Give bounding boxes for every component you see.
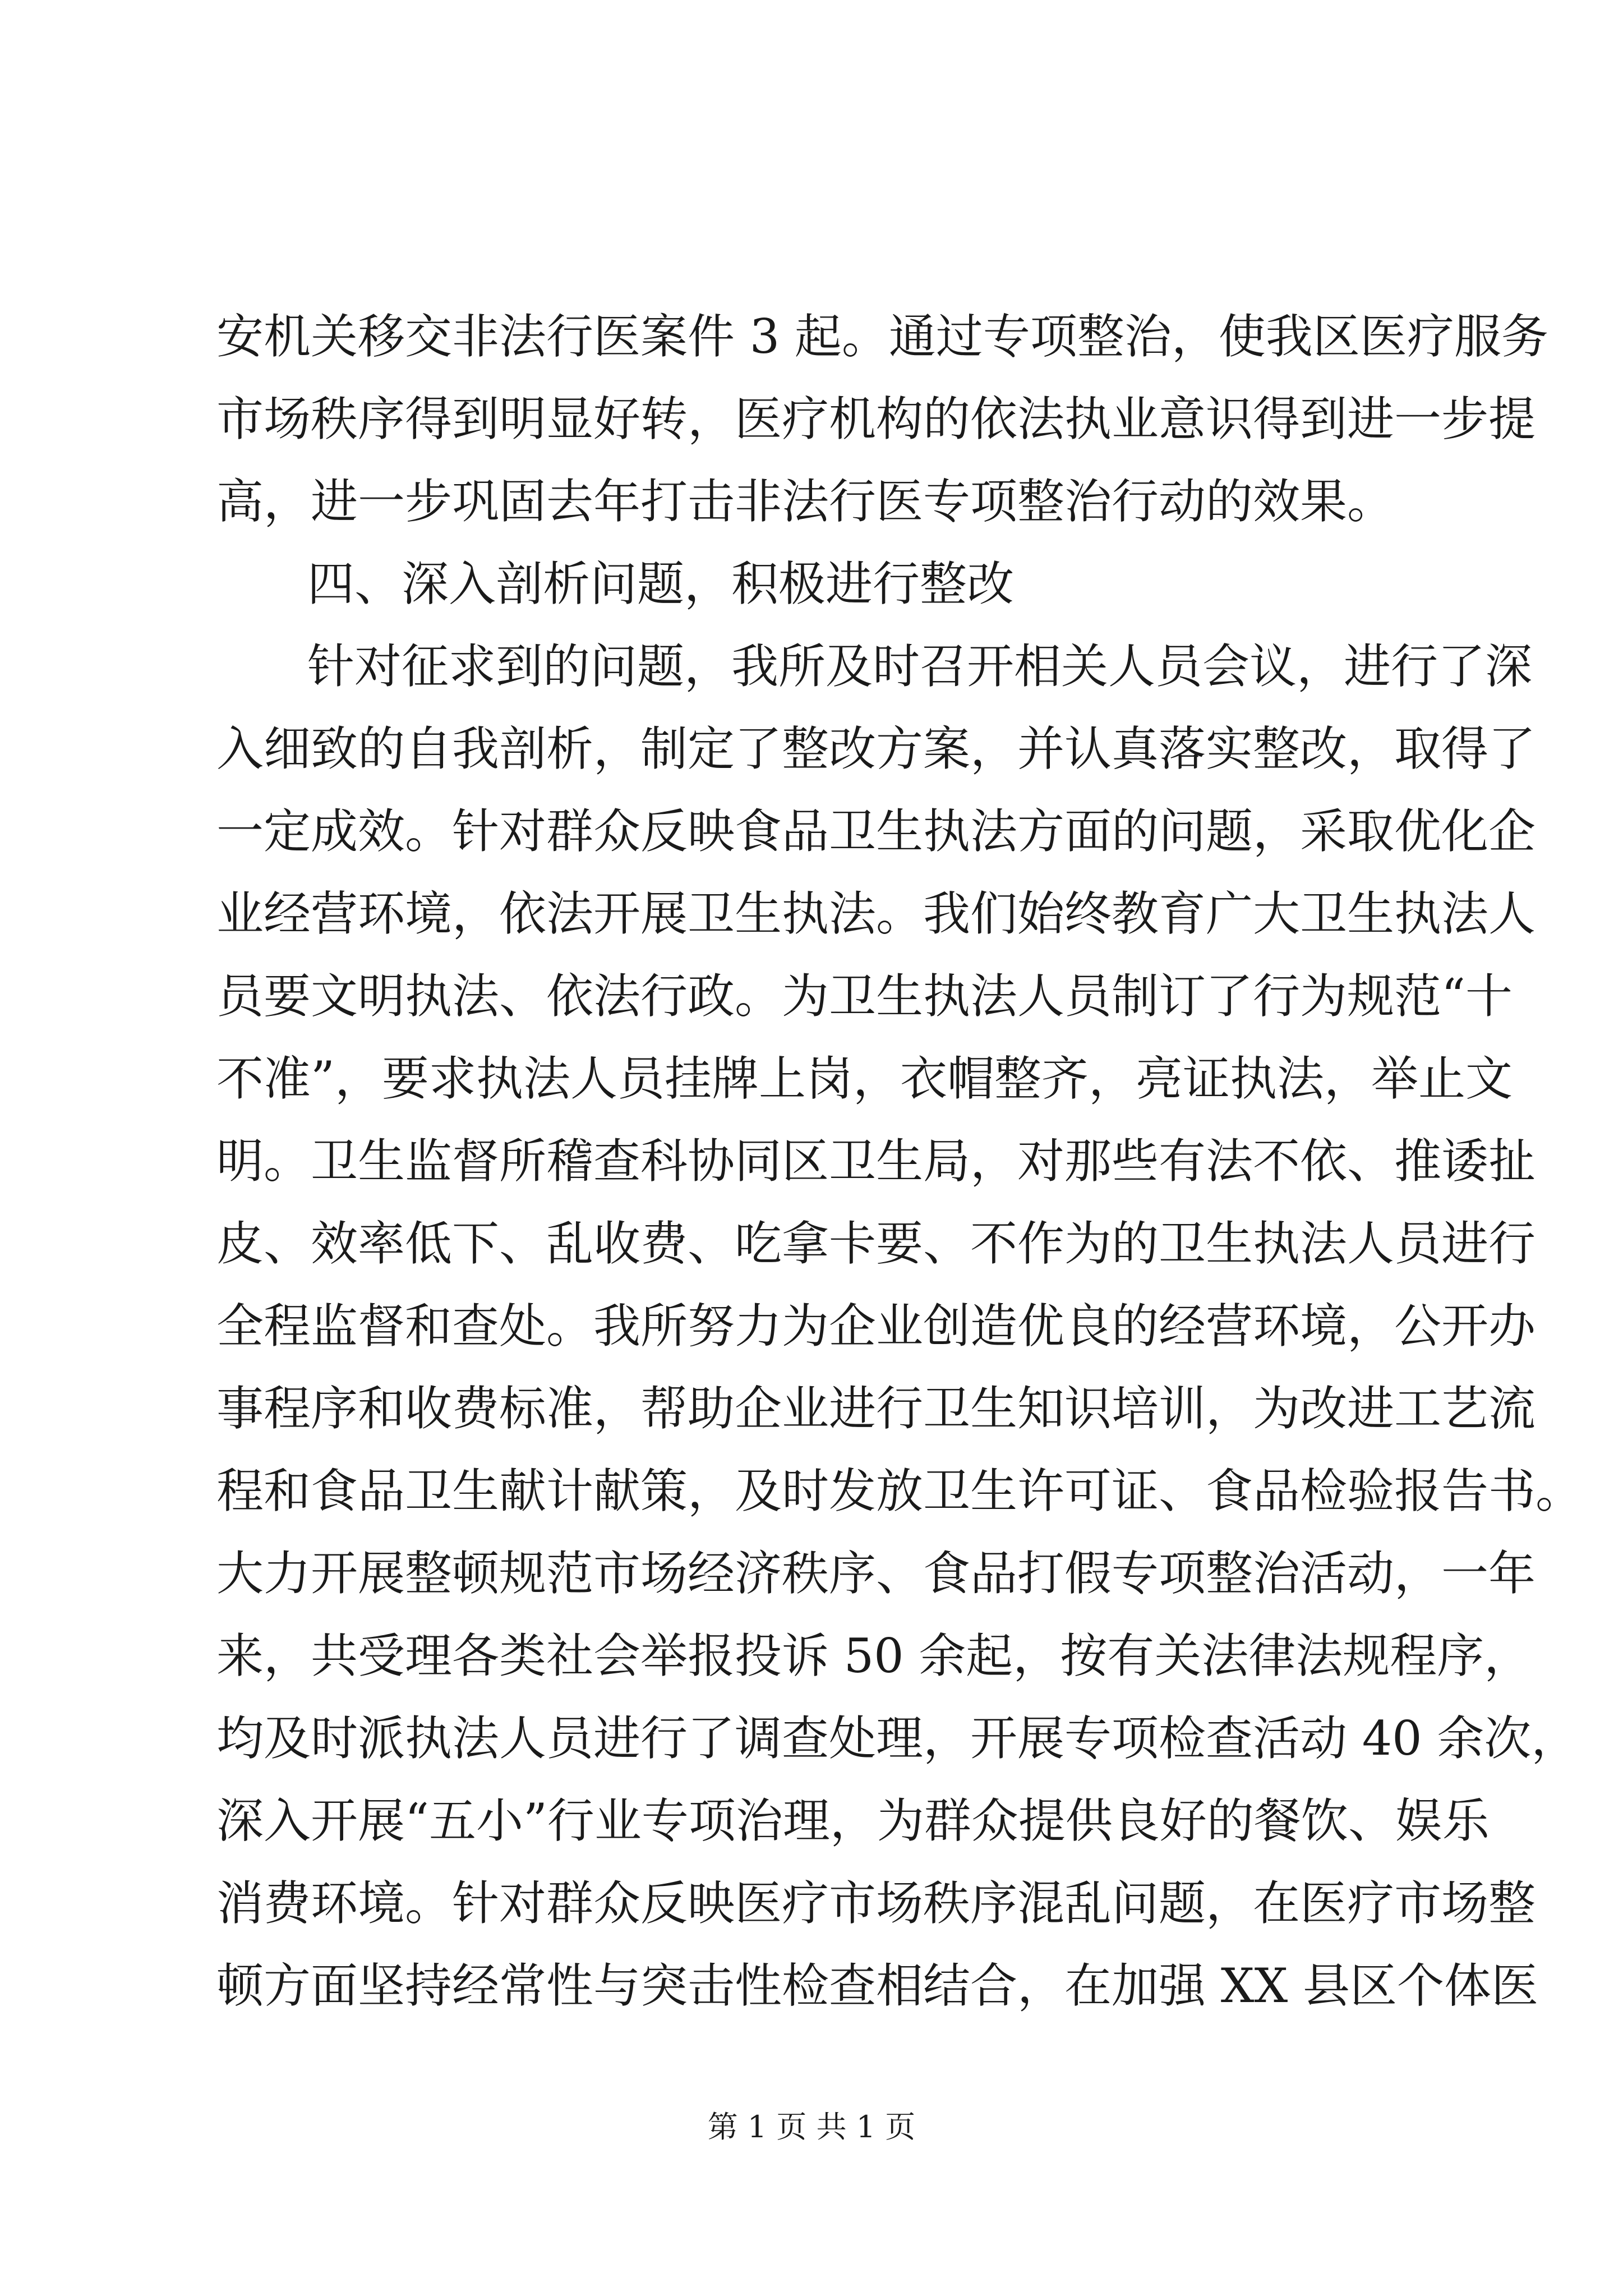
text-line: 员要文明执法、依法行政。为卫生执法人员制订了行为规范“十 [216,969,1513,1024]
text-line: 程和食品卫生献计献策，及时发放卫生许可证、食品检验报告书。 [216,1464,1583,1519]
text-line: 皮、效率低下、乱收费、吃拿卡要、不作为的卫生执法人员进行 [216,1216,1536,1271]
text-line: 一定成效。针对群众反映食品卫生执法方面的问题，采取优化企 [216,804,1536,859]
text-line: 深入开展“五小”行业专项治理，为群众提供良好的餐饮、娱乐 [216,1793,1490,1848]
text-line: 入细致的自我剖析，制定了整改方案，并认真落实整改，取得了 [216,721,1536,776]
text-line: 大力开展整顿规范市场经济秩序、食品打假专项整治活动，一年 [216,1546,1536,1601]
text-line: 来，共受理各类社会举报投诉 50 余起，按有关法律法规程序， [216,1628,1532,1683]
page-footer: 第 1 页 共 1 页 [707,2109,916,2145]
section-heading: 四、深入剖析问题，积极进行整改 [307,556,1015,611]
text-line: 高，进一步巩固去年打击非法行医专项整治行动的效果。 [216,474,1395,529]
text-line: 均及时派执法人员进行了调查处理，开展专项检查活动 40 余次， [216,1711,1579,1766]
text-line: 事程序和收费标准，帮助企业进行卫生知识培训，为改进工艺流 [216,1381,1536,1436]
text-line: 市场秩序得到明显好转，医疗机构的依法执业意识得到进一步提 [216,392,1536,447]
text-line: 全程监督和查处。我所努力为企业创造优良的经营环境，公开办 [216,1299,1536,1354]
text-line: 针对征求到的问题，我所及时召开相关人员会议，进行了深 [307,639,1533,694]
text-line: 顿方面坚持经常性与突击性检查相结合，在加强 XX 县区个体医 [216,1958,1539,2013]
text-line: 明。卫生监督所稽查科协同区卫生局，对那些有法不依、推诿扯 [216,1134,1536,1189]
text-line: 不准”，要求执法人员挂牌上岗，衣帽整齐，亮证执法，举止文 [216,1051,1513,1106]
text-line: 业经营环境，依法开展卫生执法。我们始终教育广大卫生执法人 [216,886,1536,941]
text-line: 消费环境。针对群众反映医疗市场秩序混乱问题，在医疗市场整 [216,1876,1536,1931]
text-line: 安机关移交非法行医案件 3 起。通过专项整治，使我区医疗服务 [216,309,1548,364]
